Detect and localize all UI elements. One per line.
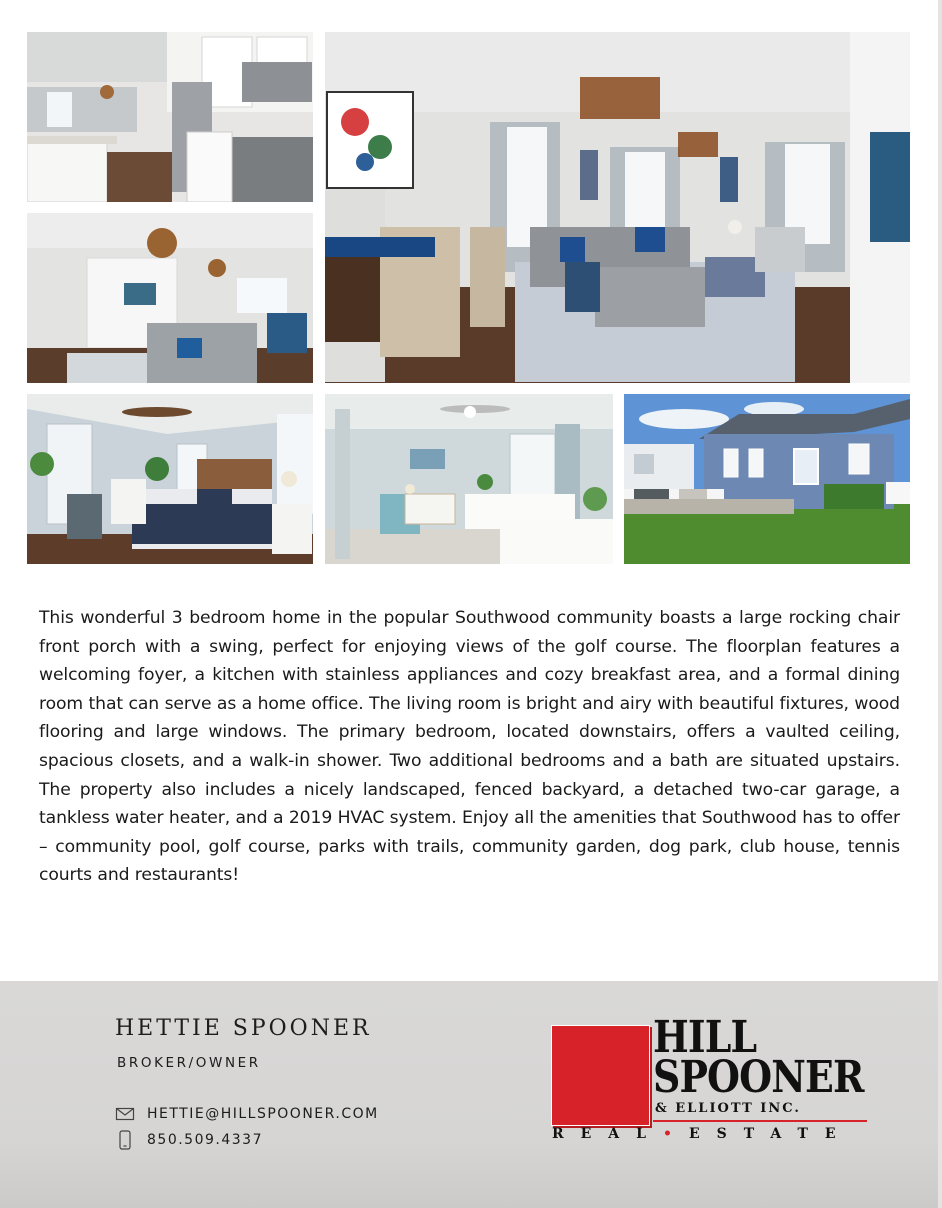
company-logo [549,1012,879,1148]
agent-phone[interactable]: 850.509.4337 [147,1132,263,1148]
living-room-photo [27,213,313,383]
logo-tagline-dot: • [663,1126,689,1142]
agent-title: BROKER/OWNER [117,1055,261,1071]
logo-tagline-left: REAL [552,1126,664,1142]
exterior-photo [624,394,910,564]
logo-tagline-right: ESTATE [688,1126,853,1142]
agent-email-row [115,1104,379,1124]
agent-phone-row [115,1130,263,1150]
office-photo [325,394,613,564]
mobile-phone-icon [115,1130,135,1150]
logo-line3: & ELLIOTT INC. [655,1101,801,1116]
logo-tagline [552,1126,853,1142]
agent-name: HETTIE SPOONER [115,1016,372,1041]
property-description: This wonderful 3 bedroom home in the popular Southwood community boasts a large rocking chair front porch with a swing, perfect for enjoying views of the golf course. The floorplan features a welcoming foyer, a kitchen with stainless appliances and cozy breakfast area, and a formal dining room that can serve as a home office. The living room is bright and airy with beautiful fixtures, wood flooring and large windows. The primary bedroom, located downstairs, offers a vaulted ceiling, spacious closets, and a walk-in shower. Two additional bedrooms and a bath are situated upstairs. The property also includes a nicely landscaped, fenced backyard, a detached two-car garage, a tankless water heater, and a 2019 HVAC system. Enjoy all the amenities that Southwood has to offer – community pool, golf course, parks with trails, community garden, dog park, club house, tennis courts and restaurants! [39,608,900,886]
logo-line2: SPOONER [653,1052,864,1103]
agent-email[interactable]: HETTIE@HILLSPOONER.COM [147,1106,379,1122]
logo-divider [653,1120,867,1122]
kitchen-photo [27,32,313,202]
logo-line1: HILL [653,1012,757,1063]
living-room-main-photo [325,32,910,383]
envelope-icon [115,1104,135,1124]
bedroom-photo [27,394,313,564]
logo-red-square [552,1026,649,1125]
